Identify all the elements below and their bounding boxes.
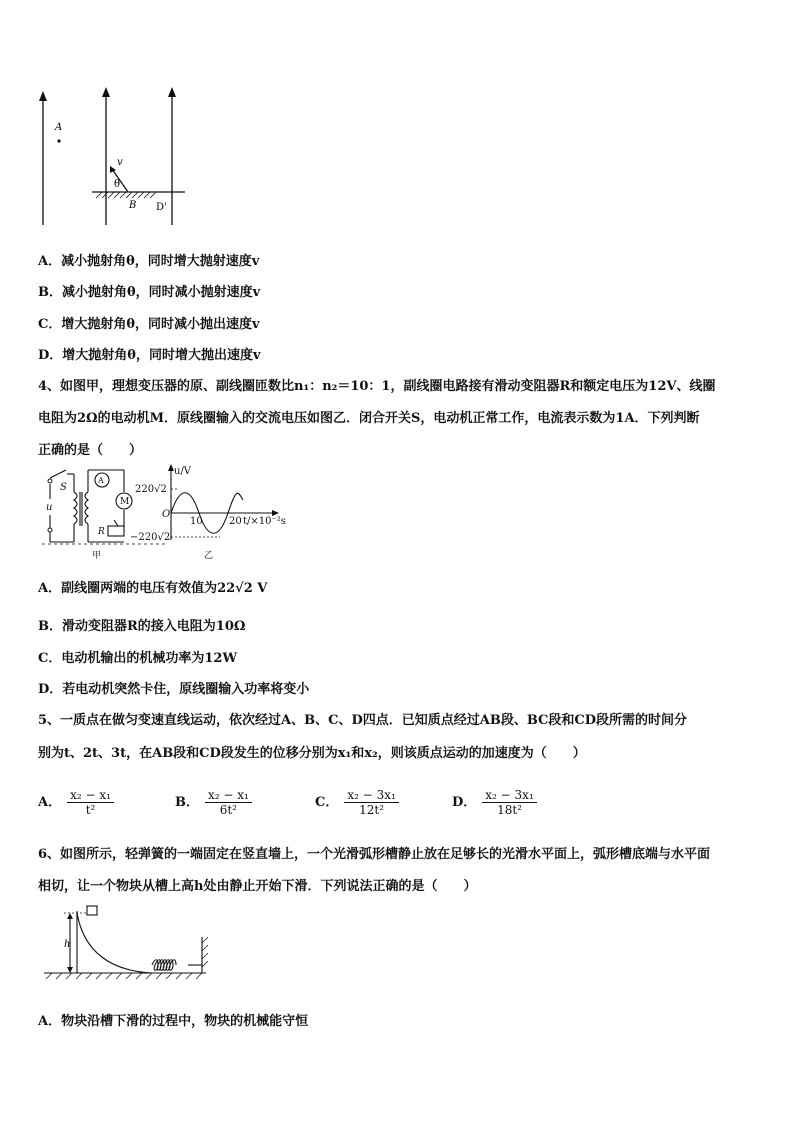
option-letter: D． [38, 682, 63, 697]
option-letter: A． [38, 254, 62, 269]
option-text: 物块沿槽下滑的过程中，物块的机械能守恒 [61, 1014, 309, 1029]
option-text: 增大抛射角θ，同时增大抛出速度v [62, 348, 261, 363]
option-text: 增大抛射角θ，同时减小抛出速度v [61, 317, 260, 332]
option-text: 电动机输出的机械功率为12W [61, 651, 238, 666]
option-letter: B． [38, 285, 62, 300]
option-letter: C． [38, 651, 62, 666]
label-d: D' [156, 202, 167, 213]
numerator: x₂ − x₁ [205, 788, 252, 803]
fraction [344, 788, 398, 817]
q6-stem-line1: 6、如图所示，轻弹簧的一端固定在竖直墙上，一个光滑弧形槽静止放在足够长的光滑水平面上，弧形槽底端与水平面 [38, 847, 711, 862]
q4-stem-line1: 4、如图甲，理想变压器的原、副线圈匝数比n₁：n₂＝10：1，副线圈电路接有滑动变阻器R和额定电压为12V、线圈 [38, 379, 716, 394]
label-u: u [46, 502, 53, 513]
denominator: 18t² [497, 803, 522, 817]
label-ymax: 220√2 [135, 484, 167, 495]
label-a: A [55, 122, 63, 133]
label-s: S [60, 482, 67, 493]
q5-option-d[interactable] [452, 788, 537, 817]
label-b: B [129, 200, 137, 211]
label-h: h [64, 939, 71, 950]
option-letter: B． [175, 795, 199, 810]
denominator: 6t² [219, 803, 238, 817]
q5-option-c[interactable] [315, 788, 399, 817]
option-letter: A． [38, 581, 62, 596]
option-text: 减小抛射角θ，同时增大抛射速度v [61, 254, 260, 269]
spring-groove-figure [42, 903, 217, 985]
option-text: 减小抛射角θ，同时减小抛射速度v [62, 285, 261, 300]
option-letter: A． [38, 1014, 62, 1029]
q5-stem-line2: 别为t、2t、3t，在AB段和CD段发生的位移分别为x₁和x₂，则该质点运动的加速度为（ ） [38, 746, 586, 761]
projectile-figure [30, 85, 200, 230]
q4-option-c[interactable] [38, 647, 237, 666]
q6-option-a[interactable] [38, 1010, 308, 1029]
numerator: x₂ − 3x₁ [482, 788, 536, 803]
fraction [67, 788, 114, 817]
label-v: v [117, 157, 123, 168]
q4-option-b[interactable] [38, 615, 245, 634]
option-letter: A． [38, 795, 62, 810]
caption-a: 甲 [92, 551, 102, 561]
option-letter: D． [452, 795, 477, 810]
label-theta: θ [114, 179, 121, 190]
q6-stem-line2: 相切，让一个物块从槽上高h处由静止开始下滑．下列说法正确的是（ ） [38, 879, 477, 894]
label-origin: O [162, 509, 171, 520]
option-text: 副线圈两端的电压有效值为22√2 V [61, 581, 268, 596]
label-r: R [98, 527, 105, 537]
label-m: M [120, 497, 130, 507]
option-letter: C． [315, 795, 339, 810]
q5-option-a[interactable] [38, 788, 114, 817]
q5-option-b[interactable] [175, 788, 252, 817]
caption-b: 乙 [204, 551, 214, 561]
transformer-figure [40, 462, 300, 562]
option-letter: C． [38, 317, 62, 332]
q4-stem-line3: 正确的是（ ） [38, 443, 143, 458]
numerator: x₂ − 3x₁ [344, 788, 398, 803]
label-a-meter: A [98, 476, 104, 485]
q5-stem-line1: 5、一质点在做匀变速直线运动，依次经过A、B、C、D四点．已知质点经过AB段、BC段和CD段所需的时间分 [38, 713, 688, 728]
denominator: t² [85, 803, 96, 817]
option-letter: B． [38, 619, 62, 634]
option-text: 滑动变阻器R的接入电阻为10Ω [62, 619, 246, 634]
numerator: x₂ − x₁ [67, 788, 114, 803]
label-xlabel: t/×10⁻²s [243, 516, 286, 527]
label-t10: 10 [190, 516, 203, 527]
q3-option-d[interactable] [38, 344, 261, 363]
denominator: 12t² [359, 803, 385, 817]
q4-option-d[interactable] [38, 678, 309, 697]
q3-option-a[interactable] [38, 250, 259, 269]
q4-stem-line2: 电阻为2Ω的电动机M．原线圈输入的交流电压如图乙．闭合开关S，电动机正常工作，电流表示数为1A．下列判断 [38, 411, 700, 426]
fraction [482, 788, 536, 817]
label-ymin: −220√2 [130, 532, 171, 543]
label-t20: 20 [229, 516, 242, 527]
option-letter: D． [38, 348, 63, 363]
label-ylabel: u/V [174, 466, 192, 477]
q3-option-c[interactable] [38, 313, 260, 332]
q3-option-b[interactable] [38, 281, 260, 300]
fraction [205, 788, 252, 817]
q4-option-a[interactable] [38, 577, 267, 596]
option-text: 若电动机突然卡住，原线圈输入功率将变小 [62, 682, 310, 697]
